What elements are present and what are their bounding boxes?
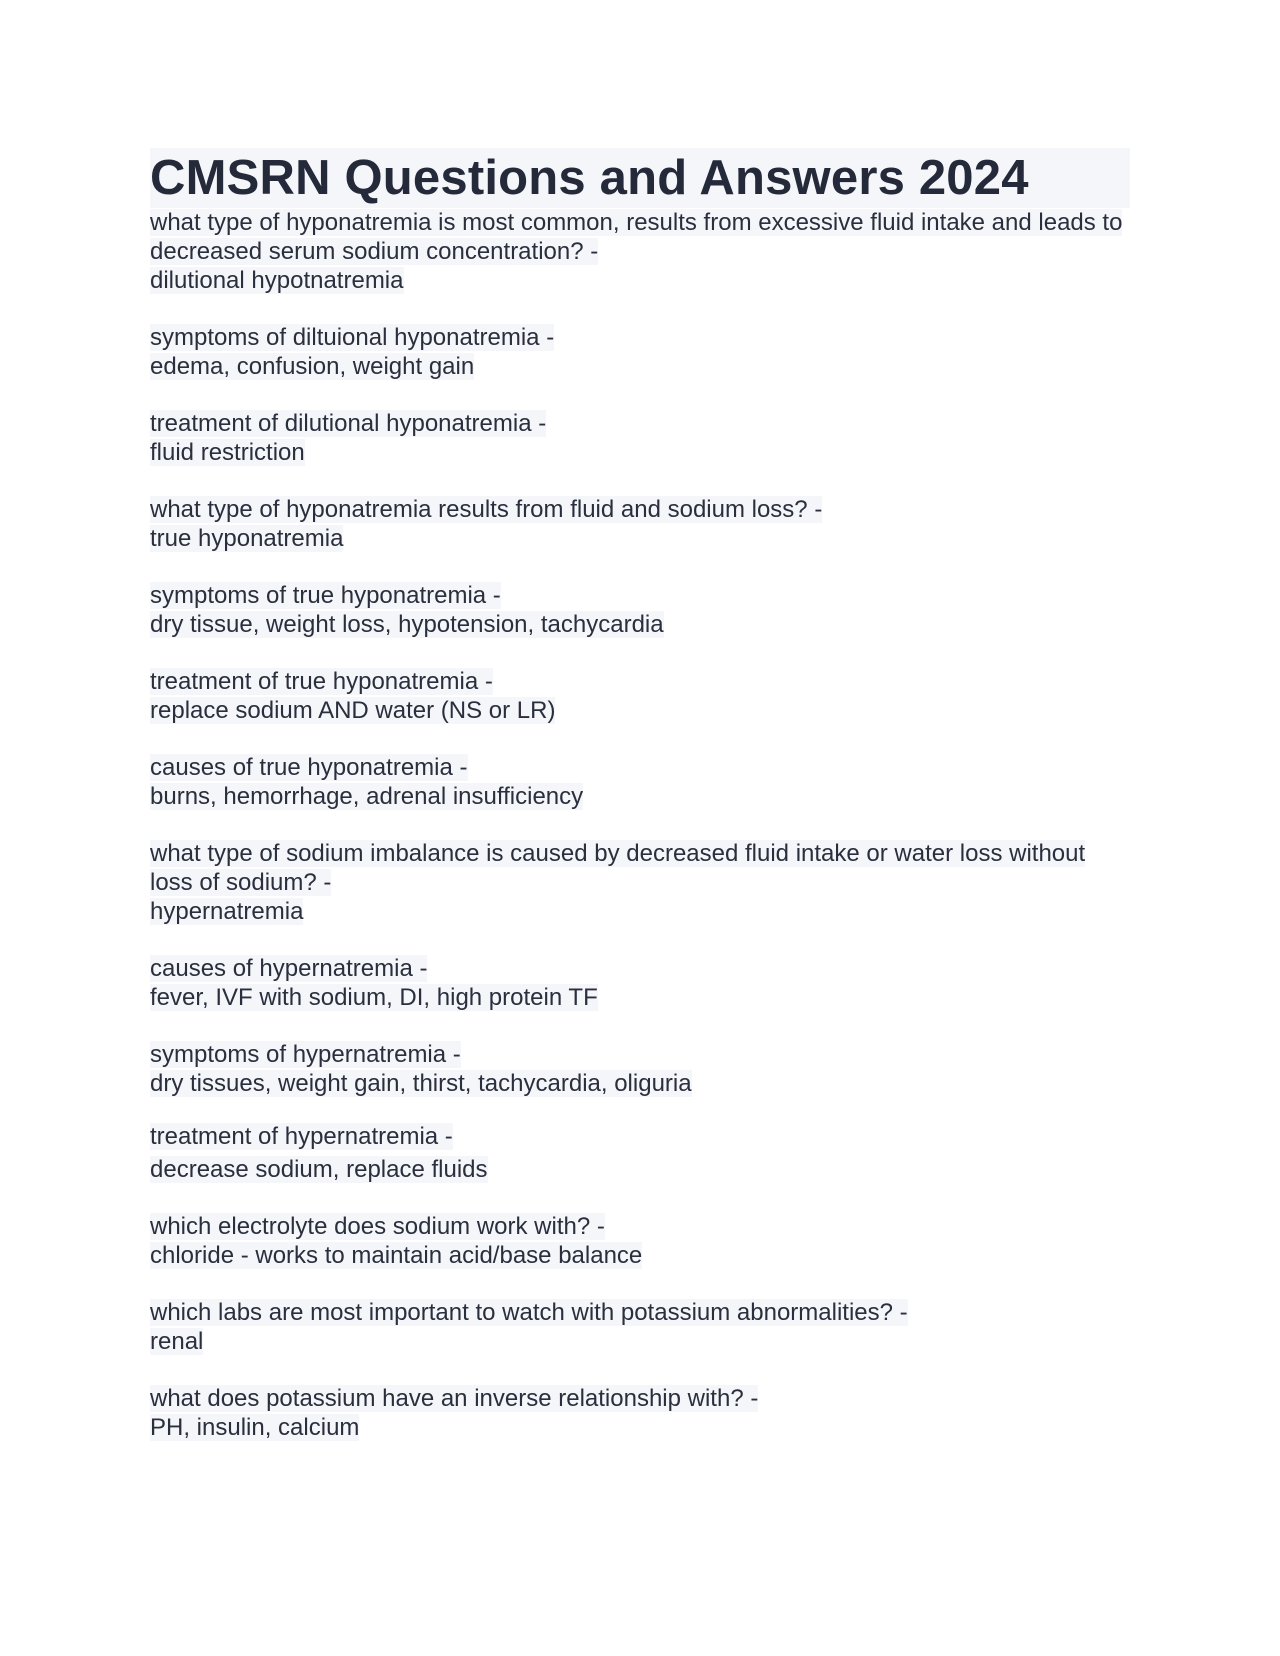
qa-list — [150, 208, 1130, 1442]
answer-text: fever, IVF with sodium, DI, high protein TF — [150, 984, 598, 1011]
question-text: which electrolyte does sodium work with? - — [150, 1213, 605, 1240]
qa-item — [150, 1122, 1130, 1184]
question-text: treatment of dilutional hyponatremia - — [150, 410, 547, 437]
qa-item — [150, 1298, 1130, 1356]
qa-item — [150, 1212, 1130, 1270]
answer-text: decrease sodium, replace fluids — [150, 1156, 488, 1183]
question-text: treatment of true hyponatremia - — [150, 668, 493, 695]
question-text: symptoms of hypernatremia - — [150, 1041, 461, 1068]
answer-text: true hyponatremia — [150, 525, 344, 552]
document-page — [150, 148, 1130, 1470]
qa-item — [150, 954, 1130, 1012]
question-text: symptoms of diltuional hyponatremia - — [150, 324, 555, 351]
qa-item — [150, 409, 1130, 467]
question-text: causes of true hyponatremia - — [150, 754, 468, 781]
question-text: what does potassium have an inverse relationship with? - — [150, 1385, 759, 1412]
answer-text: chloride - works to maintain acid/base balance — [150, 1242, 643, 1269]
question-text: causes of hypernatremia - — [150, 955, 428, 982]
qa-item — [150, 753, 1130, 811]
answer-text: fluid restriction — [150, 439, 305, 466]
qa-item — [150, 667, 1130, 725]
answer-text: hypernatremia — [150, 898, 304, 925]
answer-text: burns, hemorrhage, adrenal insufficiency — [150, 783, 584, 810]
qa-item — [150, 1384, 1130, 1442]
qa-item — [150, 495, 1130, 553]
answer-text: dry tissue, weight loss, hypotension, tachycardia — [150, 611, 664, 638]
answer-text: edema, confusion, weight gain — [150, 353, 475, 380]
question-text: what type of hyponatremia results from fluid and sodium loss? - — [150, 496, 823, 523]
qa-item — [150, 208, 1130, 295]
qa-item — [150, 581, 1130, 639]
answer-text: replace sodium AND water (NS or LR) — [150, 697, 556, 724]
qa-item — [150, 839, 1130, 926]
answer-text: PH, insulin, calcium — [150, 1414, 360, 1441]
question-text: what type of hyponatremia is most common, results from excessive fluid intake and leads to decreased serum sodium concentration? - — [150, 209, 1123, 265]
answer-text: renal — [150, 1328, 204, 1355]
question-text: what type of sodium imbalance is caused by decreased fluid intake or water loss without loss of sodium? - — [150, 840, 1086, 896]
question-text: which labs are most important to watch with potassium abnormalities? - — [150, 1299, 908, 1326]
answer-text: dilutional hypotnatremia — [150, 267, 404, 294]
question-text: treatment of hypernatremia - — [150, 1123, 453, 1150]
answer-text: dry tissues, weight gain, thirst, tachycardia, oliguria — [150, 1070, 692, 1097]
page-title: CMSRN Questions and Answers 2024 — [150, 148, 1130, 208]
qa-item — [150, 323, 1130, 381]
question-text: symptoms of true hyponatremia - — [150, 582, 501, 609]
qa-item — [150, 1040, 1130, 1098]
